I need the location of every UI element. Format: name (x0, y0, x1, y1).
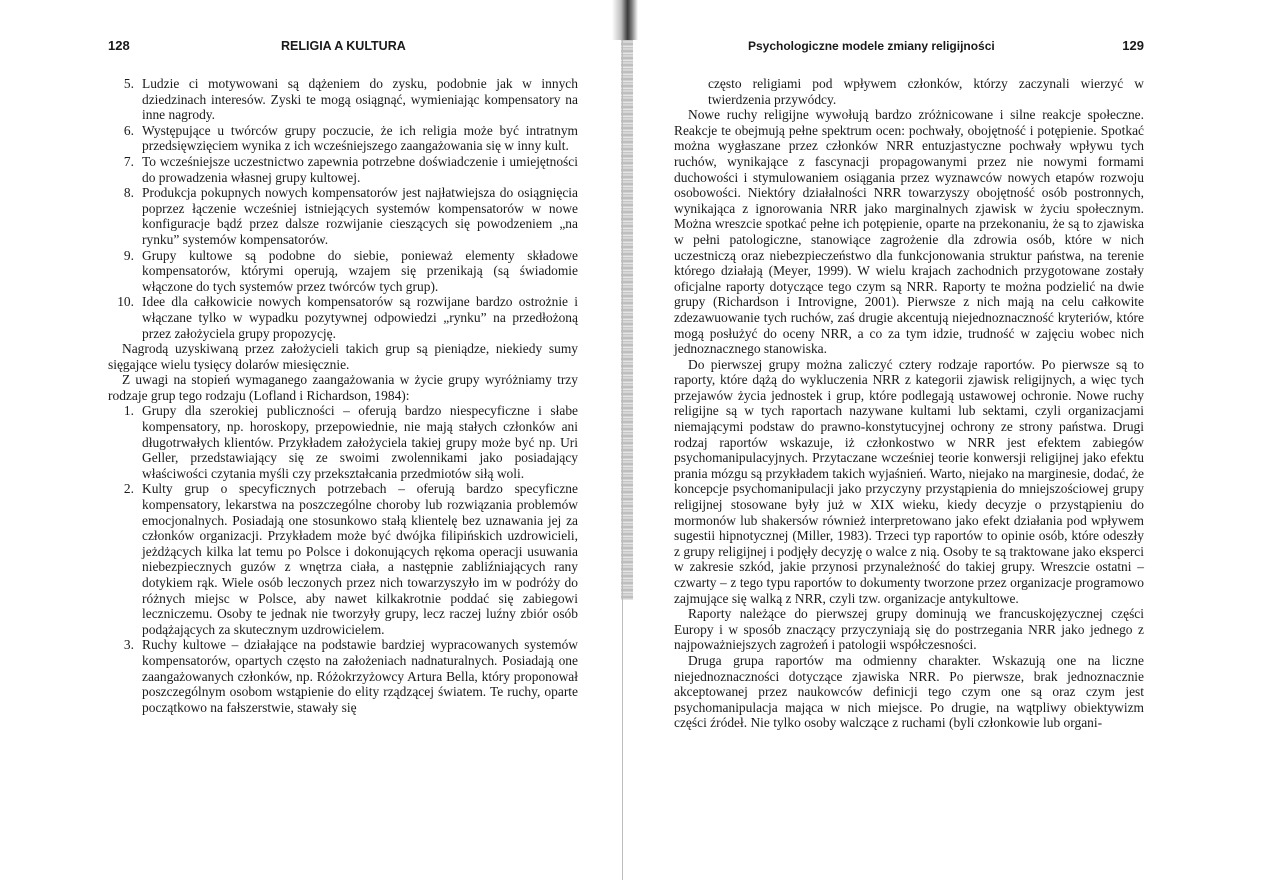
list-item: 6. Występujące u twórców grupy poczucie, że ich religia może być intratnym przedsięwzięciem wynika z ich wcześniejszego zaangażowania się w inny kult. (123, 122, 578, 154)
paragraph: Nowe ruchy religijne wywołują bardzo zróżnicowane i silne reakcje społeczne. Reakcje te obejmują pełne spektrum ocen: pochwały, obojętność i potępienie. Spotkać można wygłaszane przez członków NRR entuzjastyczne pochwały wpływu tych ruchów, wynikające z fascynacji propagowanymi przez nie nowymi formami duchowości i stymulowaniem osiągania przez wyznawców nowych etapów rozwoju osobowości. Niektóry działalności NRR towarzyszy obojętność osób postronnych, wynikająca z ignorowania NRR jako marginalnych zjawisk w życiu społecznym. Można wreszcie spotkać pełne ich potępienie, oparte na przekonaniu, że są to zjawiska w pełni patologiczne, stanowiące zagrożenie dla zdrowia osób, które w nich uczestniczą oraz niebezpieczeństwo dla funkcjonowania struktur państwa, na terenie którego działają (Meyer, 1999). W wielu krajach zachodnich przygotowane zostały oficjalne raporty dotyczące tego czym są NRR. Raporty te można podzielić na dwie grupy (Richardson i Introvigne, 2001). Pierwsze z nich mają na celu całkowite zdezawuowanie tych ruchów, zaś drugie akcentują niejednoznaczność kryteriów, które mogą posłużyć do oceny NRR, a co za tym idzie, trudność w zajęciu wobec nich jednoznacznego stanowiska. (674, 107, 1144, 357)
list-item: 3. Ruchy kultowe – działające na podstawie bardziej wypracowanych systemów kompensatorów, opartych często na założeniach nadnaturalnych. Posiadają one zaangażowanych członków, np. Różokrzyżowcy Artura Bella, który proponował poszczególnym osobom wstąpienie do elity rządzącej światem. Te ruchy, oparte początkowo na fałszerstwie, stawały się (123, 637, 578, 715)
left-page (108, 38, 578, 715)
left-page-number: 128 (108, 38, 130, 53)
list-item: 10. Idee dla całkowicie nowych kompensatorów są rozwijane bardzo ostrożnie i włączane tylko w wypadku pozytywnej odpowiedzi „rynku” na przedłożoną przez założyciela grupy propozycję. (117, 294, 578, 341)
paragraph: Druga grupa raportów ma odmienny charakter. Wskazują one na liczne niejednoznaczności dotyczące zjawiska NRR. Po pierwsze, brak jednoznacznie akceptowanej przez naukowców definicji tego czym one są oraz czym jest psychomanipulacja mająca w nich miejsce. Po drugie, na wątpliwy obiektywizm części źródeł. Nie tylko osoby walczące z ruchami (byli członkowie lub organi- (674, 652, 1144, 731)
right-page-body (674, 76, 1144, 731)
left-running-title: RELIGIA A KULTURA (281, 39, 406, 53)
list-a (108, 76, 578, 341)
list-item: 9. Grupy kultowe są podobne do siebie, ponieważ elementy składowe kompensatorów, którymi operują, wzajem się przenikają (są świadomie włączone do tych systemów przez twórców tych grup). (123, 247, 578, 294)
book-gutter (612, 0, 638, 893)
list-item: 2. Kulty grup o specyficznych potrzebach – oferują bardzo specyficzne kompensatory, lekarstwa na poszczególne choroby lub rozwiązania problemów emocjonalnych. Posiadają one stosunkowo stałą klientelę bez uznawania jej za członków organizacji. Przykładem może być dwójka filipińskich uzdrowicieli, jeżdżących kilka lat temu po Polsce i dokonujących rękoma operacji usuwania niebezpiecznych guzów z wnętrza ciała, a następnie zabliźniających rany dotykiem rąk. Wiele osób leczonych przez nich towarzyszyło im w podróży do różnych miejsc w Polsce, aby nawet kilkakrotnie poddać się zabiegowi leczniczemu. Osoby te jednak nie tworzyły grupy, lecz raczej luźny zbiór osób podążających za skutecznym uzdrowicielem. (123, 481, 578, 637)
list-item: 8. Produkcja pokupnych nowych kompensatorów jest najłatwiejsza do osiągnięcia poprzez łączenie wcześniej istniejących systemów kompensatorów w nowe konfiguracje bądź przez dalsze rozwijanie cieszących się powodzeniem „na rynku” systemów kompensatorów. (123, 185, 578, 247)
list-item: 7. To wcześniejsze uczestnictwo zapewnia potrzebne doświadczenie i umiejętności do prowadzenia własnej grupy kultowej. (123, 153, 578, 185)
paragraph: Do pierwszej grupy można zaliczyć cztery rodzaje raportów. Po pierwsze są to raporty, które dążą do wykluczenia NRR z kategorii zjawisk religijnych, a więc tych przejawów życia jednostek i grup, które podlegają ustawowej ochronie. Nowe ruchy religijne są w tych raportach nazywane kultami lub sektami, czyli organizacjami niemającymi podstaw do prawno-konstytucyjnej ochrony ze strony państwa. Drugi rodzaj raportów wskazuje, iż członkostwo w NRR jest efektem zabiegów psychomanipulacyjnych. Przytaczane wcześniej teorie konwersji religijnej jako efektu prania mózgu są przykładem takich wyjaśnień. Warto, niejako na marginesie, dodać, że koncepcje psychomanipulacji jako przyczyny przystąpienia do mniejszościowej grupy religijnej stosowane były już w XIX wieku, kiedy decyzje o przystąpieniu do mormonów lub shakersów również interpretowano jako efekt działania pod wpływem sugestii hipnotycznej (Miller, 1983). Trzeci typ raportów to opinie osób, które odeszły z grupy religijnej i podjęły decyzję o walce z nią. Osoby te są traktowane jako eksperci w zakresie szkód, jakie przynosi przynależność do takiej grupy. Wreszcie ostatni – czwarty – z tego typu raportów to dokumenty tworzone przez organizacje programowo zajmujące się walką z NRR, czyli tzw. organizacje antykultowe. (674, 356, 1144, 606)
list-item: 5. Ludzie ci motywowani są dążeniem do zysku, podobnie jak w innych dziedzinach interesów. Zyski te mogą osiągnąć, wymieniając kompensatory na inne nagrody. (123, 76, 578, 123)
list-b (108, 403, 578, 715)
paragraph: Raporty należące do pierwszej grupy dominują we francuskojęzycznej części Europy i w sposób znaczący przyczyniają się do postrzegania NRR jako jednego z najpoważniejszych zagrożeń i patologii współczesności. (674, 606, 1144, 653)
right-running-head (674, 38, 1144, 58)
left-page-body (108, 76, 578, 715)
list-item: 1. Grupy dla szerokiej publiczności – oferują bardzo niespecyficzne i słabe kompensatory, np. horoskopy, przepowiednie, nie mają stałych członków ani długotrwałych klientów. Przykładem założyciela takiej grupy może być np. Uri Geller, przedstawiający się ze swoimi zwolennikami jako posiadający właściwości czytania myśli czy przekształcania przedmiotów siłą woli. (123, 403, 578, 481)
right-page (674, 38, 1144, 731)
right-page-number: 129 (1122, 38, 1144, 53)
paragraph: często religiami pod wpływem członków, którzy zaczynali wierzyć w twierdzenia przywódcy. (708, 76, 1144, 107)
left-running-head (108, 38, 578, 58)
paragraph: Nagrodą uzyskiwaną przez założycieli takich grup są pieniądze, niekiedy sumy sięgające wielu tysięcy dolarów miesięcznie. (108, 341, 578, 372)
paragraph: Z uwagi na stopień wymaganego zaangażowania w życie grupy wyróżniamy trzy rodzaje grup tego rodzaju (Lofland i Richardson, 1984): (108, 372, 578, 403)
right-running-title: Psychologiczne modele zmiany religijności (748, 39, 995, 53)
